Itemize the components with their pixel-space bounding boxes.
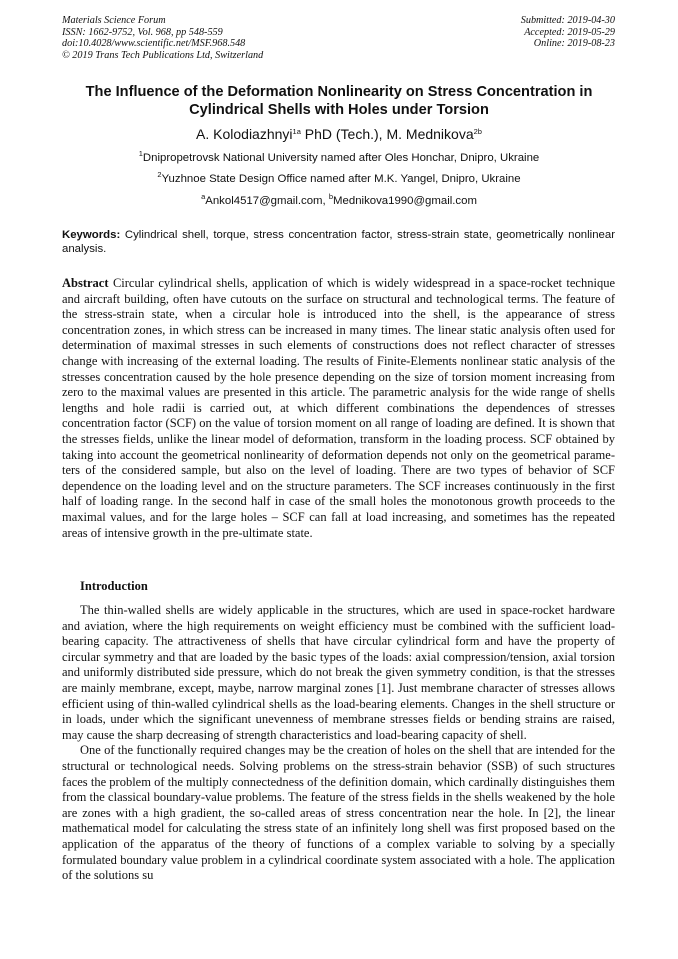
affiliation-1: [40, 151, 638, 165]
online-date: Online: 2019-08-23: [533, 38, 615, 50]
author-1-marker: 1a: [292, 127, 301, 136]
email-1[interactable]: Ankol4517@gmail.com,: [205, 195, 329, 207]
keywords-text: Cylindrical shell, torque, stress concentration factor, stress-strain state, geometrically nonlinear analysis.: [62, 229, 615, 255]
introduction-paragraph-1: The thin-walled shells are widely applicable in the structures, which are used in space-rocket hardware and aviation, where the high requirements on weight efficiency must be combined with the sufficient load-bearing capacity. The attractiveness of shells that have circular cylindrical form and have the property of circular symmetry and that are loaded by the basic types of the loads: axial compression/tension, axial torsion and uniformly distributed side pressure, which do not break the given symmetry condition, is that the stresses are mainly membrane, except, maybe, narrow marginal zones [1]. Just membrane character of stresses allows efficient using of thin-walled cylindrical shells as the load-bearing elements. Changes in the shell structure or in loads, under which the significant unevenness of membrane stresses fields or bending strains are raised, may cause the sharp decreasing of strength characteristics and load-bearing capacity of shell.: [62, 603, 615, 742]
affiliation-2-text: Yuzhnoe State Design Office named after M.K. Yangel, Dnipro, Ukraine: [161, 173, 521, 185]
affiliation-1-marker: 1: [138, 149, 143, 158]
introduction-body: [62, 603, 615, 884]
author-2: M. Mednikova: [386, 126, 474, 142]
keywords: [62, 229, 615, 256]
email-2[interactable]: Mednikova1990@gmail.com: [333, 195, 477, 207]
affiliation-1-text: Dnipropetrovsk National University named after Oles Honchar, Dnipro, Ukraine: [142, 152, 540, 164]
affiliation-2: [40, 172, 638, 186]
affiliation-2-marker: 2: [157, 170, 162, 179]
journal-doi: doi:10.4028/www.scientific.net/MSF.968.548: [62, 38, 246, 50]
abstract-text: Circular cylindrical shells, application of which is widely widespread in a space-rocket technique and aircraft building, often have cutouts on the surface on structural and technological terms. The feature of the stress-strain state, when a circular hole is introduced into the shell, is the appearance of stress concentration zones, in which stress can be increased in many times. The linear static analysis often used for determination of maximal stresses in such elements of constructions does not reflect character of stresses change with increasing of the external loading. The results of Finite-Elements nonlinear static analysis of the stresses concentration caused by the hole presence depending on the size of torsion moment increasing from zero to the maximal values are presented in this article. The parametric analysis for the wide range of shells lengths and hole radii is carried out, at which different combinations the dependences of stresses concentration factor (SCF) on the value of torsion moment on all range of loading are defined. It is shown that the stresses fields, unlike the linear model of deformation, transform in the loading process. SCF obtained by taking into account the geometrical nonlinearity of deformation depends not only on the geometrical parameters of the considered sample, but also on the level of loading. There are two types of behavior of SCF dependence on the loading level and on the structure parameters. The SCF increases continuously in the first half of loading range. In the second half in case of the small holes the monotonous growth proceeds to the maximal values, and for the large holes – SCF can fall at load increasing, and sometimes has the repeated areas of intensive growth in the pre-ultimate state.: [62, 276, 615, 540]
abstract-label: Abstract: [62, 276, 109, 290]
email-1-marker: a: [201, 192, 206, 201]
journal-copyright: © 2019 Trans Tech Publications Ltd, Switzerland: [62, 49, 264, 61]
author-1-degree: PhD (Tech.),: [300, 126, 387, 142]
introduction-paragraph-2: One of the functionally required changes may be the creation of holes on the shell that are intended for the structural or technological needs. Solving problems on the stress-strain behavior (SSB) of such structures faces the problem of the multiply connectedness of the definition domain, which cardinally distinguishes them from the classical boundary-value problems. The feature of the stress fields in the shells weakened by the hole are zones with a high gradient, the so-called areas of stress concentration near the hole. In [2], the linear mathematical model for calculating the stress state of an infinitely long shell was first proposed based on the application of the apparatus of the theory of functions of a complex variable to solving by a specially formulated boundary value problem in a cylindrical coordinate system associated with a hole. The application of the solutions su: [62, 743, 615, 883]
accepted-date: Accepted: 2019-05-29: [524, 26, 615, 38]
keywords-label: Keywords:: [62, 229, 121, 241]
author-line: [40, 125, 638, 143]
journal-header: [62, 15, 263, 61]
submitted-date: Submitted: 2019-04-30: [520, 15, 615, 26]
author-1: A. Kolodiazhnyi: [196, 126, 293, 142]
author-emails: [40, 194, 638, 208]
section-heading-introduction: Introduction: [80, 579, 148, 593]
email-2-marker: b: [328, 192, 334, 201]
abstract: [62, 276, 615, 541]
journal-issn: ISSN: 1662-9752, Vol. 968, pp 548-559: [62, 26, 223, 38]
author-2-marker: 2b: [473, 127, 482, 136]
journal-name: Materials Science Forum: [62, 15, 166, 26]
publication-dates: [521, 15, 615, 50]
paper-title: The Influence of the Deformation Nonlinearity on Stress Concentration in Cylindrical Shells with Holes under Torsion: [85, 84, 593, 118]
